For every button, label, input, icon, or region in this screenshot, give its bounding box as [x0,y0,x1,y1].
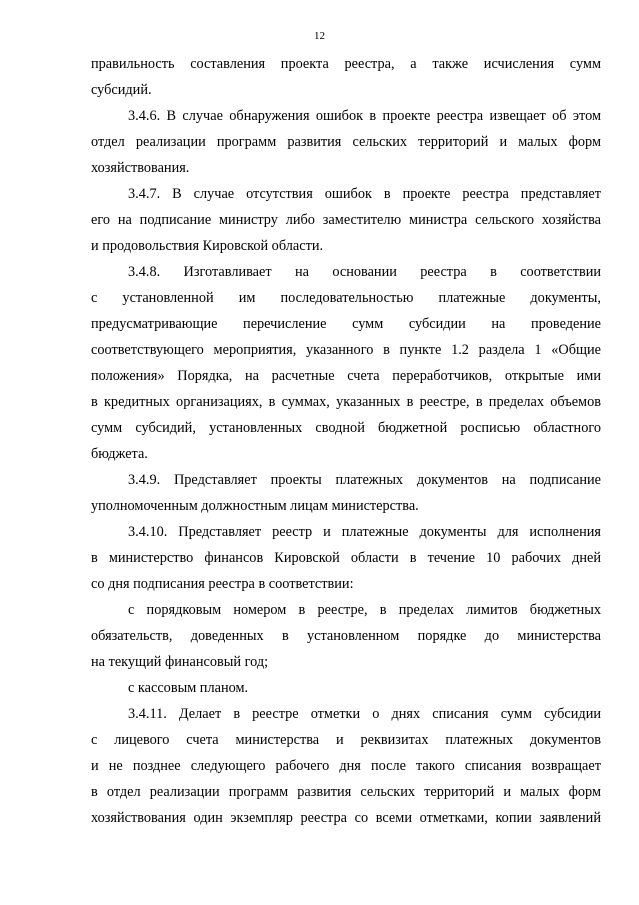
text-line: и продовольствия Кировской области. [91,238,324,254]
text-line: в министерство финансов Кировской области в течение 10 рабочих дней [91,550,601,566]
text-line: соответствующего мероприятия, указанного в пункте 1.2 раздела 1 «Общие [91,342,601,358]
text-line: 3.4.10. Представляет реестр и платежные документы для исполнения [128,524,601,540]
text-line: и не позднее следующего рабочего дня после такого списания возвращает [91,758,601,774]
text-line: с лицевого счета министерства и реквизитах платежных документов [91,732,601,748]
text-line: обязательств, доведенных в установленном порядке до министерства [91,628,601,644]
text-line: с установленной им последовательностью платежные документы, [91,290,601,306]
text-line: правильность составления проекта реестра, а также исчисления сумм [91,56,601,72]
text-line: 3.4.6. В случае обнаружения ошибок в проекте реестра извещает об этом [128,108,601,124]
text-line: хозяйствования один экземпляр реестра со всеми отметками, копии заявлений [91,810,601,826]
text-line: хозяйствования. [91,160,190,176]
text-line: 3.4.7. В случае отсутствия ошибок в проекте реестра представляет [128,186,601,202]
document-body [91,51,601,831]
text-line: с кассовым планом. [128,680,249,696]
text-line: уполномоченным должностным лицам министерства. [91,498,419,514]
text-line: с порядковым номером в реестре, в пределах лимитов бюджетных [128,602,601,618]
text-line: 3.4.11. Делает в реестре отметки о днях списания сумм субсидии [128,706,601,722]
text-line: предусматривающие перечисление сумм субсидии на проведение [91,316,601,332]
text-line: отдел реализации программ развития сельских территорий и малых форм [91,134,601,150]
text-line: положения» Порядка, на расчетные счета переработчиков, открытые ими [91,368,601,384]
text-line: сумм субсидий, установленных сводной бюджетной росписью областного [91,420,601,436]
text-line: бюджета. [91,446,148,462]
text-line: его на подписание министру либо заместителю министра сельского хозяйства [91,212,601,228]
text-line: в отдел реализации программ развития сельских территорий и малых форм [91,784,601,800]
text-line: 3.4.8. Изготавливает на основании реестра в соответствии [128,264,601,280]
text-line: субсидий. [91,82,152,98]
page-number: 12 [314,30,325,42]
text-line: со дня подписания реестра в соответствии: [91,576,354,592]
text-line: на текущий финансовый год; [91,654,269,670]
text-line: 3.4.9. Представляет проекты платежных документов на подписание [128,472,601,488]
text-line: в кредитных организациях, в суммах, указанных в реестре, в пределах объемов [91,394,601,410]
